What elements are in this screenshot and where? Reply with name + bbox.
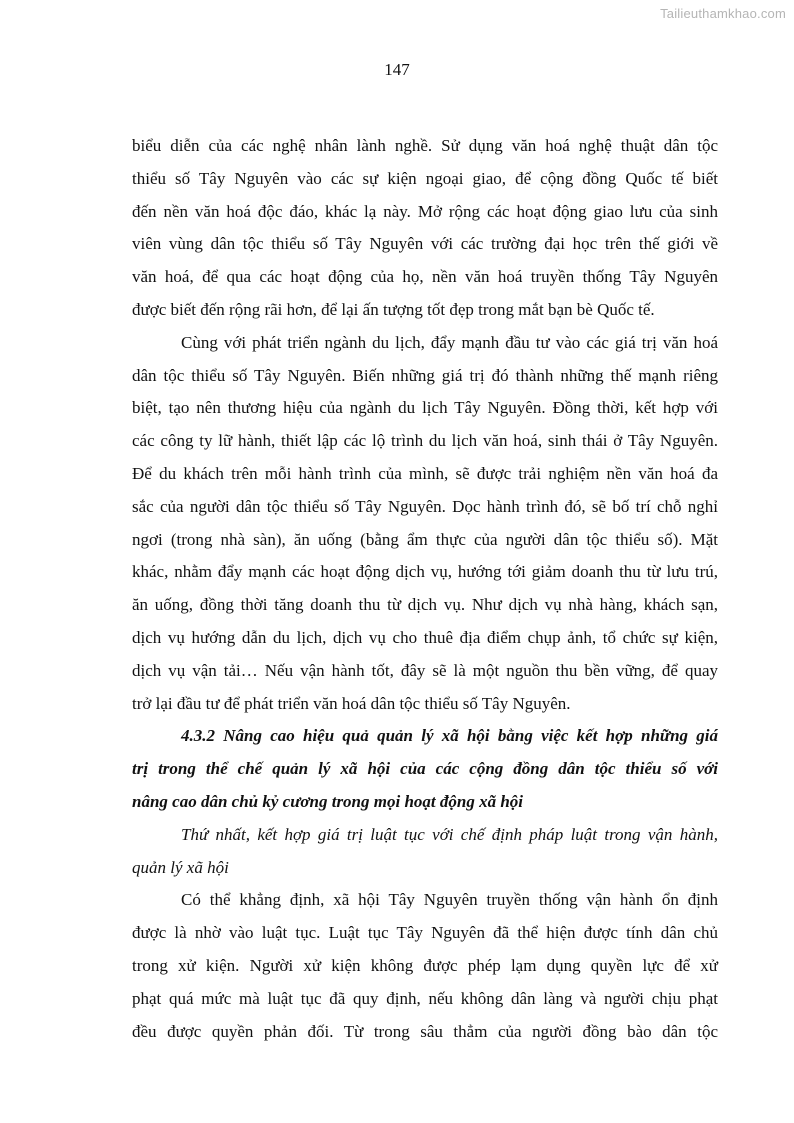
text-line: ngơi (trong nhà sàn), ăn uống (bằng ẩm thực của người dân tộc thiểu số). Mặt: [132, 529, 718, 549]
text-line: đều được quyền phản đối. Từ trong sâu thẳm của người đồng bào dân tộc: [132, 1021, 718, 1041]
text-line: được biết đến rộng rãi hơn, để lại ấn tượng tốt đẹp trong mắt bạn bè Quốc tế.: [132, 299, 655, 319]
text-line: dân tộc thiểu số Tây Nguyên. Biến những giá trị đó thành những thế mạnh riêng: [132, 365, 718, 385]
watermark: Tailieuthamkhao.com: [660, 6, 786, 21]
text-line: thiểu số Tây Nguyên vào các sự kiện ngoại giao, để cộng đồng Quốc tế biết: [132, 168, 718, 188]
text-line: được là nhờ vào luật tục. Luật tục Tây Nguyên đã thể hiện được tính dân chủ: [132, 923, 718, 943]
text-line: ăn uống, đồng thời tăng doanh thu từ dịch vụ. Như dịch vụ nhà hàng, khách sạn,: [132, 595, 718, 615]
section-heading-line: nâng cao dân chủ kỷ cương trong mọi hoạt động xã hội: [132, 791, 524, 811]
section-heading-line: 4.3.2 Nâng cao hiệu quả quản lý xã hội bằng việc kết hợp những giá: [181, 726, 718, 746]
section-heading-line: trị trong thể chế quản lý xã hội của các cộng đồng dân tộc thiểu số với: [132, 759, 718, 779]
text-line: dịch vụ vận tải… Nếu vận hành tốt, đây sẽ là một nguồn thu bền vững, để quay: [132, 660, 718, 680]
document-body: [132, 130, 718, 1048]
text-line: trong xử kiện. Người xử kiện không được phép lạm dụng quyền lực để xử: [132, 955, 718, 975]
text-line: biệt, tạo nên thương hiệu của ngành du lịch Tây Nguyên. Đồng thời, kết hợp với: [132, 398, 718, 418]
text-line: Để du khách trên mỗi hành trình của mình, sẽ được trải nghiệm nền văn hoá đa: [132, 463, 718, 483]
subheading-line: quản lý xã hội: [132, 857, 229, 877]
text-line: Có thể khẳng định, xã hội Tây Nguyên truyền thống vận hành ổn định: [181, 890, 718, 910]
text-line: văn hoá, để qua các hoạt động của họ, nền văn hoá truyền thống Tây Nguyên: [132, 267, 718, 287]
text-line: viên vùng dân tộc thiểu số Tây Nguyên với các trường đại học trên thế giới về: [132, 234, 718, 254]
text-line: phạt quá mức mà luật tục đã quy định, nếu không dân làng và người chịu phạt: [132, 988, 718, 1008]
page-number: 147: [384, 60, 410, 79]
text-line: dịch vụ hướng dẫn du lịch, dịch vụ cho thuê địa điểm chụp ảnh, tổ chức sự kiện,: [132, 627, 718, 647]
text-line: đến nền văn hoá độc đáo, khác lạ này. Mở rộng các hoạt động giao lưu của sinh: [132, 201, 718, 221]
text-line: khác, nhằm đẩy mạnh các hoạt động dịch vụ, hướng tới giảm doanh thu từ lưu trú,: [132, 562, 718, 582]
text-line: các công ty lữ hành, thiết lập các lộ trình du lịch văn hoá, sinh thái ở Tây Nguyên.: [132, 431, 718, 451]
text-line: Cùng với phát triển ngành du lịch, đẩy mạnh đầu tư vào các giá trị văn hoá: [181, 332, 718, 352]
text-line: trở lại đầu tư để phát triển văn hoá dân tộc thiểu số Tây Nguyên.: [132, 693, 571, 713]
text-line: biểu diễn của các nghệ nhân lành nghề. Sử dụng văn hoá nghệ thuật dân tộc: [132, 136, 718, 155]
text-line: sắc của người dân tộc thiểu số Tây Nguyên. Dọc hành trình đó, sẽ bố trí chỗ nghỉ: [132, 496, 718, 516]
subheading-line: Thứ nhất, kết hợp giá trị luật tục với chế định pháp luật trong vận hành,: [181, 824, 718, 844]
